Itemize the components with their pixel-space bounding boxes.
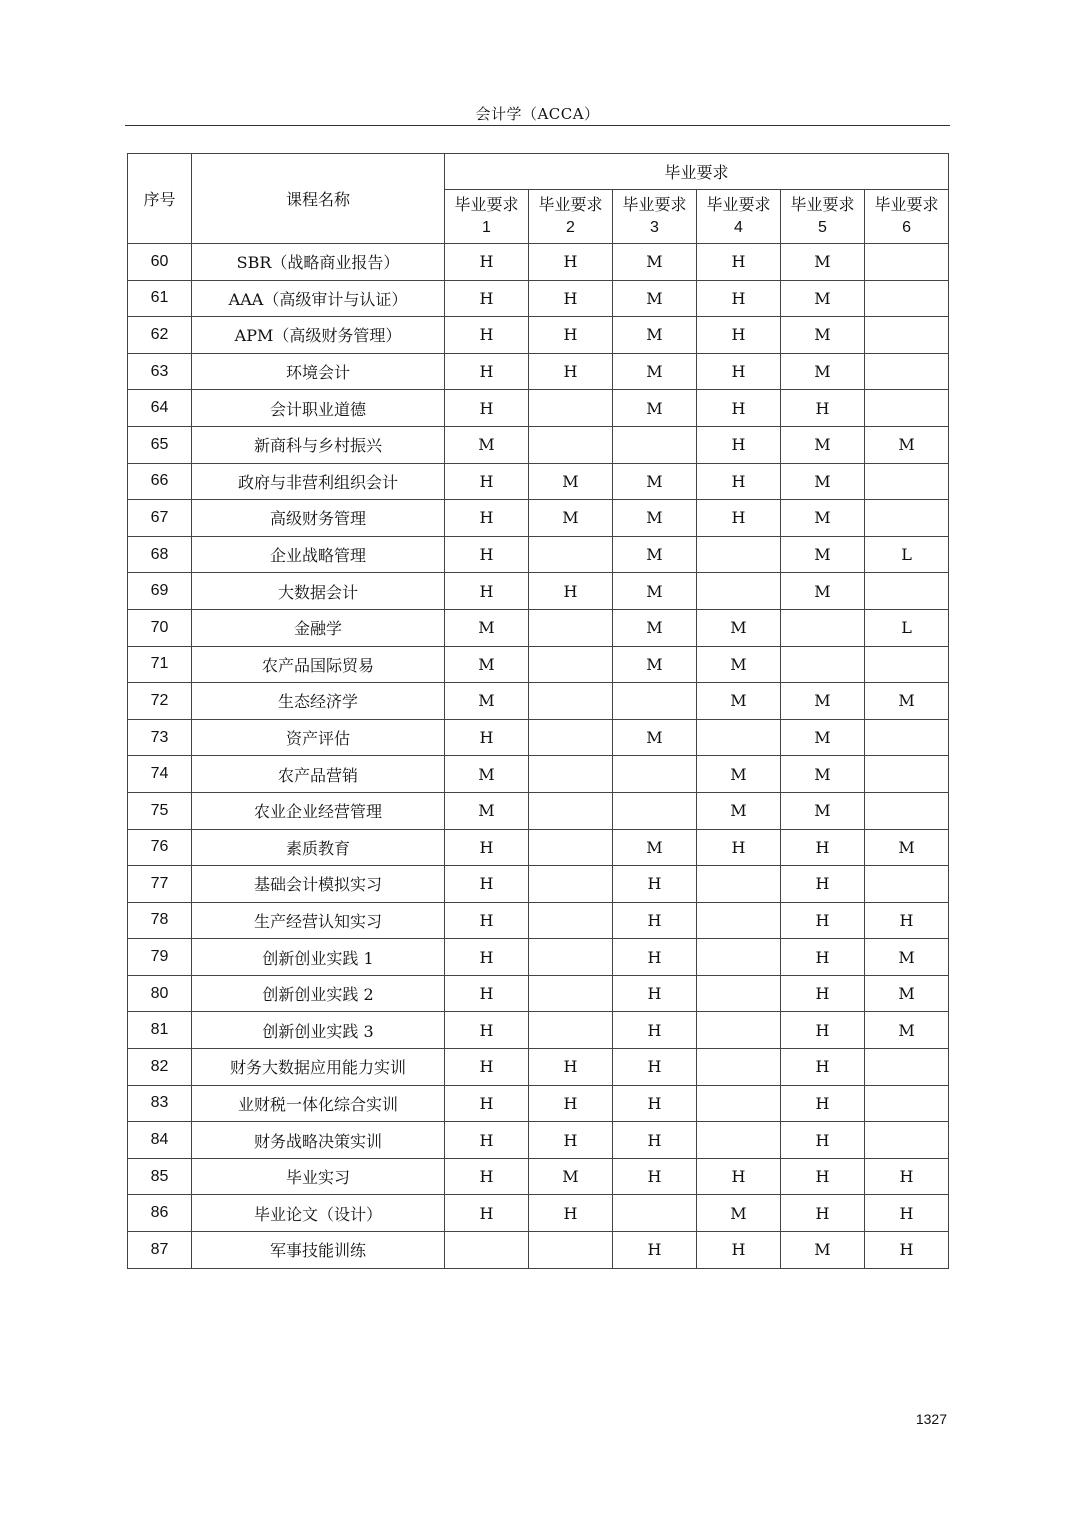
row-course-name: 生态经济学 bbox=[192, 683, 445, 720]
requirement-level-cell: H bbox=[613, 1158, 697, 1195]
row-course-name: 新商科与乡村振兴 bbox=[192, 426, 445, 463]
requirement-level-cell bbox=[697, 975, 781, 1012]
header-requirement-label: 毕业要求 bbox=[538, 195, 603, 214]
requirement-level-cell bbox=[865, 390, 949, 427]
requirement-level-cell: H bbox=[445, 975, 529, 1012]
header-rule bbox=[125, 125, 950, 126]
requirement-level-cell: M bbox=[529, 500, 613, 537]
row-seq-number: 84 bbox=[128, 1122, 192, 1159]
row-course-name: APM（高级财务管理） bbox=[192, 317, 445, 354]
requirement-level-cell: M bbox=[529, 463, 613, 500]
row-seq-number: 74 bbox=[128, 756, 192, 793]
requirement-level-cell: M bbox=[613, 353, 697, 390]
requirement-level-cell: H bbox=[613, 1232, 697, 1269]
table-row bbox=[128, 500, 949, 537]
table-row bbox=[128, 829, 949, 866]
requirement-level-cell: H bbox=[529, 1195, 613, 1232]
requirement-level-cell bbox=[529, 902, 613, 939]
requirement-level-cell: H bbox=[445, 353, 529, 390]
requirement-level-cell: H bbox=[445, 536, 529, 573]
row-seq-number: 76 bbox=[128, 829, 192, 866]
row-seq-number: 86 bbox=[128, 1195, 192, 1232]
requirement-level-cell: H bbox=[613, 1049, 697, 1086]
requirement-level-cell: H bbox=[529, 317, 613, 354]
requirement-level-cell: H bbox=[445, 719, 529, 756]
requirement-level-cell: M bbox=[781, 463, 865, 500]
row-course-name: 农产品国际贸易 bbox=[192, 646, 445, 683]
requirement-level-cell bbox=[865, 463, 949, 500]
table-row bbox=[128, 756, 949, 793]
row-seq-number: 66 bbox=[128, 463, 192, 500]
table-row bbox=[128, 463, 949, 500]
row-course-name: 毕业实习 bbox=[192, 1158, 445, 1195]
table-row bbox=[128, 244, 949, 281]
header-requirement-3 bbox=[613, 190, 697, 244]
requirement-level-cell: H bbox=[445, 500, 529, 537]
header-requirement-label: 毕业要求 bbox=[622, 195, 687, 214]
requirement-level-cell bbox=[865, 866, 949, 903]
requirement-level-cell: H bbox=[445, 866, 529, 903]
row-course-name: 资产评估 bbox=[192, 719, 445, 756]
requirement-level-cell: M bbox=[781, 317, 865, 354]
table-row bbox=[128, 866, 949, 903]
row-course-name: 金融学 bbox=[192, 609, 445, 646]
requirement-level-cell: H bbox=[529, 353, 613, 390]
row-course-name: 素质教育 bbox=[192, 829, 445, 866]
requirement-level-cell: H bbox=[781, 1195, 865, 1232]
row-course-name: 政府与非营利组织会计 bbox=[192, 463, 445, 500]
row-seq-number: 73 bbox=[128, 719, 192, 756]
requirement-level-cell: L bbox=[865, 609, 949, 646]
requirement-level-cell: M bbox=[613, 280, 697, 317]
requirement-level-cell bbox=[697, 573, 781, 610]
requirement-level-cell bbox=[865, 1085, 949, 1122]
requirement-level-cell: M bbox=[445, 646, 529, 683]
requirement-level-cell bbox=[529, 646, 613, 683]
requirement-level-cell: H bbox=[529, 1049, 613, 1086]
header-requirement-2 bbox=[529, 190, 613, 244]
requirement-level-cell bbox=[865, 756, 949, 793]
requirement-level-cell: H bbox=[529, 573, 613, 610]
row-seq-number: 72 bbox=[128, 683, 192, 720]
row-course-name: 毕业论文（设计） bbox=[192, 1195, 445, 1232]
requirement-level-cell bbox=[529, 609, 613, 646]
header-seq: 序号 bbox=[128, 154, 192, 244]
row-course-name: 基础会计模拟实习 bbox=[192, 866, 445, 903]
table-row bbox=[128, 280, 949, 317]
requirement-level-cell: M bbox=[865, 829, 949, 866]
requirement-level-cell: H bbox=[781, 866, 865, 903]
requirement-level-cell bbox=[865, 719, 949, 756]
requirement-level-cell: H bbox=[613, 939, 697, 976]
row-seq-number: 61 bbox=[128, 280, 192, 317]
requirement-level-cell: M bbox=[445, 426, 529, 463]
table-row bbox=[128, 353, 949, 390]
requirement-level-cell bbox=[865, 1049, 949, 1086]
table-row bbox=[128, 939, 949, 976]
row-seq-number: 69 bbox=[128, 573, 192, 610]
requirement-level-cell: H bbox=[445, 902, 529, 939]
requirement-level-cell: H bbox=[445, 1012, 529, 1049]
requirement-level-cell: H bbox=[697, 1158, 781, 1195]
row-course-name: 高级财务管理 bbox=[192, 500, 445, 537]
requirement-level-cell: M bbox=[697, 646, 781, 683]
row-seq-number: 75 bbox=[128, 792, 192, 829]
row-seq-number: 77 bbox=[128, 866, 192, 903]
requirement-level-cell: H bbox=[865, 1232, 949, 1269]
requirement-level-cell bbox=[865, 573, 949, 610]
page-number: 1327 bbox=[915, 1411, 947, 1427]
requirement-level-cell: H bbox=[445, 1085, 529, 1122]
requirement-level-cell bbox=[529, 426, 613, 463]
row-course-name: 农产品营销 bbox=[192, 756, 445, 793]
requirement-level-cell: H bbox=[529, 280, 613, 317]
requirement-level-cell: H bbox=[781, 390, 865, 427]
requirement-level-cell: H bbox=[697, 390, 781, 427]
requirement-level-cell: H bbox=[697, 463, 781, 500]
row-course-name: 军事技能训练 bbox=[192, 1232, 445, 1269]
requirement-level-cell: H bbox=[697, 500, 781, 537]
requirement-level-cell: M bbox=[781, 353, 865, 390]
row-seq-number: 82 bbox=[128, 1049, 192, 1086]
requirement-level-cell bbox=[529, 756, 613, 793]
requirement-level-cell: M bbox=[697, 683, 781, 720]
requirement-level-cell: H bbox=[781, 1085, 865, 1122]
requirement-level-cell: H bbox=[697, 280, 781, 317]
table-row bbox=[128, 792, 949, 829]
row-course-name: 财务战略决策实训 bbox=[192, 1122, 445, 1159]
requirement-level-cell bbox=[865, 244, 949, 281]
requirement-level-cell: M bbox=[865, 975, 949, 1012]
header-requirement-label: 毕业要求 bbox=[790, 195, 855, 214]
row-course-name: 企业战略管理 bbox=[192, 536, 445, 573]
requirement-level-cell: H bbox=[613, 1122, 697, 1159]
table-row bbox=[128, 390, 949, 427]
requirement-level-cell: M bbox=[865, 426, 949, 463]
requirement-level-cell bbox=[865, 646, 949, 683]
requirement-level-cell bbox=[529, 792, 613, 829]
row-seq-number: 81 bbox=[128, 1012, 192, 1049]
requirement-level-cell: M bbox=[865, 939, 949, 976]
row-seq-number: 80 bbox=[128, 975, 192, 1012]
row-course-name: 农业企业经营管理 bbox=[192, 792, 445, 829]
header-requirement-number: 1 bbox=[482, 219, 491, 236]
requirement-level-cell: H bbox=[865, 902, 949, 939]
row-seq-number: 70 bbox=[128, 609, 192, 646]
requirement-level-cell: H bbox=[865, 1158, 949, 1195]
header-requirement-5 bbox=[781, 190, 865, 244]
requirement-level-cell bbox=[781, 646, 865, 683]
row-seq-number: 71 bbox=[128, 646, 192, 683]
row-seq-number: 62 bbox=[128, 317, 192, 354]
row-course-name: SBR（战略商业报告） bbox=[192, 244, 445, 281]
requirement-level-cell bbox=[529, 975, 613, 1012]
requirement-level-cell: M bbox=[697, 1195, 781, 1232]
table-row bbox=[128, 536, 949, 573]
row-course-name: AAA（高级审计与认证） bbox=[192, 280, 445, 317]
requirement-level-cell: M bbox=[781, 756, 865, 793]
requirement-level-cell bbox=[529, 939, 613, 976]
requirement-level-cell: H bbox=[529, 1122, 613, 1159]
requirement-level-cell: H bbox=[865, 1195, 949, 1232]
requirement-level-cell: H bbox=[613, 1085, 697, 1122]
requirement-level-cell bbox=[865, 1122, 949, 1159]
requirement-level-cell bbox=[697, 536, 781, 573]
requirement-level-cell bbox=[697, 1085, 781, 1122]
requirement-level-cell: H bbox=[781, 1049, 865, 1086]
requirement-level-cell: H bbox=[445, 1122, 529, 1159]
requirement-level-cell bbox=[529, 1012, 613, 1049]
requirement-level-cell: H bbox=[781, 975, 865, 1012]
table-row bbox=[128, 975, 949, 1012]
requirement-level-cell: M bbox=[613, 317, 697, 354]
table-row bbox=[128, 573, 949, 610]
requirement-level-cell bbox=[697, 719, 781, 756]
requirement-level-cell: M bbox=[781, 536, 865, 573]
requirement-level-cell bbox=[613, 683, 697, 720]
header-requirement-number: 2 bbox=[566, 219, 575, 236]
requirement-level-cell: H bbox=[697, 317, 781, 354]
table-row bbox=[128, 609, 949, 646]
header-requirement-number: 6 bbox=[902, 219, 911, 236]
requirement-level-cell: H bbox=[445, 1049, 529, 1086]
header-requirement-label: 毕业要求 bbox=[454, 195, 519, 214]
requirement-level-cell: M bbox=[613, 829, 697, 866]
requirement-level-cell: H bbox=[697, 1232, 781, 1269]
row-seq-number: 85 bbox=[128, 1158, 192, 1195]
requirement-level-cell: M bbox=[613, 500, 697, 537]
requirement-level-cell: H bbox=[529, 244, 613, 281]
row-course-name: 财务大数据应用能力实训 bbox=[192, 1049, 445, 1086]
table-row bbox=[128, 1232, 949, 1269]
row-course-name: 环境会计 bbox=[192, 353, 445, 390]
table-row bbox=[128, 317, 949, 354]
header-requirement-number: 4 bbox=[734, 219, 743, 236]
requirement-level-cell: H bbox=[445, 390, 529, 427]
header-requirement-number: 3 bbox=[650, 219, 659, 236]
running-header: 会计学（ACCA） bbox=[475, 105, 600, 123]
requirement-level-cell: M bbox=[781, 792, 865, 829]
requirement-level-cell: H bbox=[529, 1085, 613, 1122]
requirement-level-cell: H bbox=[445, 573, 529, 610]
row-seq-number: 87 bbox=[128, 1232, 192, 1269]
requirement-level-cell: M bbox=[781, 426, 865, 463]
row-seq-number: 63 bbox=[128, 353, 192, 390]
requirement-level-cell bbox=[865, 317, 949, 354]
header-course-name: 课程名称 bbox=[192, 154, 445, 244]
requirement-level-cell: H bbox=[697, 353, 781, 390]
requirement-level-cell bbox=[529, 683, 613, 720]
requirement-level-cell: M bbox=[445, 756, 529, 793]
header-requirement-6 bbox=[865, 190, 949, 244]
requirement-level-cell: M bbox=[613, 646, 697, 683]
requirement-level-cell: M bbox=[781, 683, 865, 720]
row-seq-number: 64 bbox=[128, 390, 192, 427]
row-seq-number: 83 bbox=[128, 1085, 192, 1122]
requirement-level-cell bbox=[697, 1122, 781, 1159]
header-graduation-requirements: 毕业要求 bbox=[445, 154, 949, 190]
row-course-name: 业财税一体化综合实训 bbox=[192, 1085, 445, 1122]
requirement-level-cell: M bbox=[781, 719, 865, 756]
requirement-level-cell bbox=[697, 866, 781, 903]
requirement-level-cell bbox=[613, 756, 697, 793]
requirement-level-cell: H bbox=[781, 939, 865, 976]
table-row bbox=[128, 1085, 949, 1122]
requirement-level-cell: L bbox=[865, 536, 949, 573]
requirement-level-cell: H bbox=[781, 1158, 865, 1195]
requirement-level-cell: H bbox=[445, 829, 529, 866]
requirement-level-cell: H bbox=[697, 829, 781, 866]
requirement-level-cell: M bbox=[865, 1012, 949, 1049]
requirement-level-cell bbox=[613, 1195, 697, 1232]
requirement-level-cell: M bbox=[613, 463, 697, 500]
requirement-level-cell: M bbox=[697, 756, 781, 793]
requirement-level-cell: H bbox=[697, 426, 781, 463]
requirement-level-cell: M bbox=[697, 609, 781, 646]
requirement-level-cell: M bbox=[613, 536, 697, 573]
row-seq-number: 79 bbox=[128, 939, 192, 976]
header-requirement-label: 毕业要求 bbox=[706, 195, 771, 214]
requirement-level-cell: M bbox=[613, 609, 697, 646]
requirement-level-cell: H bbox=[445, 1195, 529, 1232]
requirement-level-cell: M bbox=[613, 719, 697, 756]
table-row bbox=[128, 646, 949, 683]
table-row bbox=[128, 719, 949, 756]
requirement-level-cell bbox=[529, 1232, 613, 1269]
header-requirement-number: 5 bbox=[818, 219, 827, 236]
requirement-level-cell bbox=[697, 939, 781, 976]
requirement-level-cell: H bbox=[613, 866, 697, 903]
table-row bbox=[128, 426, 949, 463]
requirement-level-cell: M bbox=[697, 792, 781, 829]
row-course-name: 创新创业实践 3 bbox=[192, 1012, 445, 1049]
requirement-level-cell bbox=[529, 829, 613, 866]
requirement-level-cell: M bbox=[781, 280, 865, 317]
table-row bbox=[128, 1158, 949, 1195]
requirement-level-cell: M bbox=[781, 1232, 865, 1269]
requirement-level-cell bbox=[865, 500, 949, 537]
requirement-level-cell bbox=[865, 792, 949, 829]
requirement-level-cell bbox=[697, 1049, 781, 1086]
requirement-level-cell bbox=[529, 866, 613, 903]
requirement-level-cell: H bbox=[781, 1122, 865, 1159]
row-course-name: 大数据会计 bbox=[192, 573, 445, 610]
header-requirement-1 bbox=[445, 190, 529, 244]
requirement-level-cell: H bbox=[613, 1012, 697, 1049]
requirement-level-cell: H bbox=[445, 244, 529, 281]
table-row bbox=[128, 1122, 949, 1159]
requirement-level-cell: H bbox=[781, 1012, 865, 1049]
requirement-level-cell: M bbox=[865, 683, 949, 720]
row-seq-number: 68 bbox=[128, 536, 192, 573]
requirement-level-cell: H bbox=[781, 829, 865, 866]
requirement-level-cell: M bbox=[781, 573, 865, 610]
requirement-level-cell bbox=[529, 536, 613, 573]
table-row bbox=[128, 1012, 949, 1049]
row-seq-number: 65 bbox=[128, 426, 192, 463]
table-row bbox=[128, 683, 949, 720]
row-course-name: 会计职业道德 bbox=[192, 390, 445, 427]
course-requirement-table bbox=[127, 153, 949, 1269]
requirement-level-cell: H bbox=[445, 1158, 529, 1195]
row-course-name: 创新创业实践 1 bbox=[192, 939, 445, 976]
requirement-level-cell: M bbox=[445, 609, 529, 646]
row-seq-number: 78 bbox=[128, 902, 192, 939]
row-seq-number: 60 bbox=[128, 244, 192, 281]
requirement-level-cell: H bbox=[445, 280, 529, 317]
requirement-level-cell: H bbox=[445, 463, 529, 500]
requirement-level-cell: H bbox=[697, 244, 781, 281]
requirement-level-cell bbox=[781, 609, 865, 646]
requirement-level-cell: H bbox=[445, 939, 529, 976]
requirement-level-cell: M bbox=[613, 573, 697, 610]
requirement-level-cell: M bbox=[613, 390, 697, 427]
requirement-level-cell: M bbox=[781, 500, 865, 537]
requirement-level-cell bbox=[445, 1232, 529, 1269]
requirement-level-cell bbox=[697, 1012, 781, 1049]
requirement-level-cell bbox=[865, 280, 949, 317]
header-requirement-label: 毕业要求 bbox=[874, 195, 939, 214]
table-row bbox=[128, 1049, 949, 1086]
requirement-level-cell: M bbox=[445, 683, 529, 720]
header-requirement-4 bbox=[697, 190, 781, 244]
row-seq-number: 67 bbox=[128, 500, 192, 537]
requirement-level-cell: M bbox=[445, 792, 529, 829]
row-course-name: 生产经营认知实习 bbox=[192, 902, 445, 939]
table-row bbox=[128, 902, 949, 939]
requirement-level-cell: M bbox=[781, 244, 865, 281]
requirement-level-cell bbox=[613, 792, 697, 829]
requirement-level-cell bbox=[697, 902, 781, 939]
table-row bbox=[128, 1195, 949, 1232]
requirement-level-cell bbox=[613, 426, 697, 463]
requirement-level-cell bbox=[865, 353, 949, 390]
requirement-level-cell: M bbox=[529, 1158, 613, 1195]
row-course-name: 创新创业实践 2 bbox=[192, 975, 445, 1012]
requirement-level-cell: M bbox=[613, 244, 697, 281]
requirement-level-cell: H bbox=[445, 317, 529, 354]
requirement-level-cell: H bbox=[781, 902, 865, 939]
requirement-level-cell: H bbox=[613, 975, 697, 1012]
requirement-level-cell: H bbox=[613, 902, 697, 939]
requirement-level-cell bbox=[529, 719, 613, 756]
requirement-level-cell bbox=[529, 390, 613, 427]
